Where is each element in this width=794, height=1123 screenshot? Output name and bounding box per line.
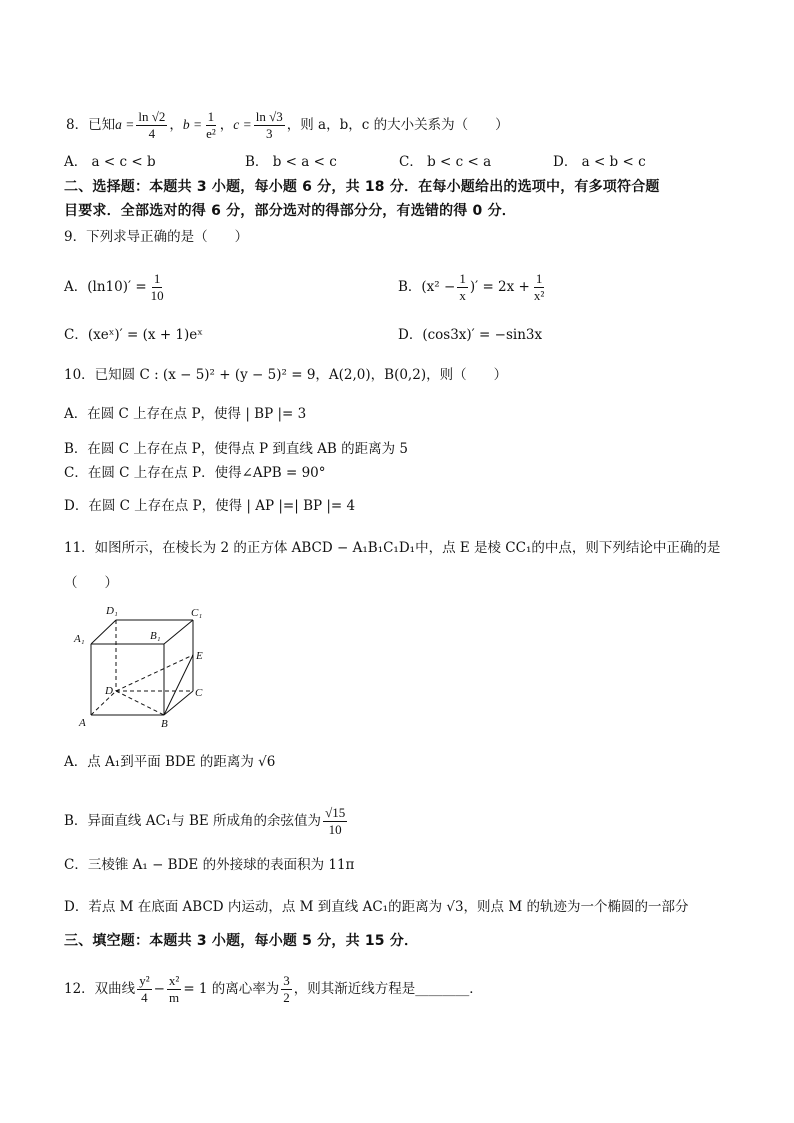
q12-frac-e: $\frac{3}{2}$ <box>283 973 290 1005</box>
q11-option-d: D．若点 M 在底面 ABCD 内运动，点 M 到直线 AC₁的距离为 √3，则点 M 的轨迹为一个椭圆的一部分 <box>64 899 689 915</box>
q9-option-d: D．(cos3x)′ = −sin3x <box>398 327 543 343</box>
q11-paren: （ ） <box>64 575 118 591</box>
q8-option-a: A． a < c < b <box>64 154 156 170</box>
q12-stem: 12．双曲线 $\frac{\text{y²}}{4}$ − $\frac{\text{x²}}{m}$ = 1 的离心率为 $\frac{3}{2}$ ，则其渐近线方程是________． <box>64 973 483 1005</box>
q9-option-b: B．(x² − $\frac{1}{x}$ )′ = 2x + $\frac{1}{\text{x²}}$ <box>398 271 545 303</box>
label-b1: B₁ <box>150 630 161 642</box>
q12-frac-x: $\frac{\text{x²}}{m}$ <box>168 973 180 1005</box>
q10-option-a: A．在圆 C 上存在点 P，使得 | BP |= 3 <box>64 406 307 422</box>
section3-heading: 三、填空题：本题共 3 小题，每小题 5 分，共 15 分． <box>64 933 419 949</box>
label-d1: D₁ <box>106 605 118 617</box>
q11-option-a: A．点 A₁到平面 BDE 的距离为 √6 <box>64 754 276 770</box>
segment-db-hidden <box>116 691 164 715</box>
label-d: D <box>105 685 113 697</box>
q11-option-c: C．三棱锥 A₁ − BDE 的外接球的表面积为 11π <box>64 857 355 873</box>
q9-option-c: C．(xeˣ)′ = (x + 1)eˣ <box>64 327 203 343</box>
q9-b-inner-fraction: $\frac{1}{x}$ <box>459 271 466 303</box>
q11-option-b: B．异面直线 AC₁与 BE 所成角的余弦值为 $\frac{√15}{10}$ <box>64 805 346 837</box>
q8-c-fraction: $\frac{\ln √3}{3}$ <box>255 109 283 141</box>
q8-option-c: C． b < c < a <box>399 154 492 170</box>
label-c1: C₁ <box>191 607 203 619</box>
q12-frac-y: $\frac{\text{y²}}{4}$ <box>139 973 150 1005</box>
label-a: A <box>79 717 86 729</box>
section2-heading-line1: 二、选择题：本题共 3 小题，每小题 6 分，共 18 分．在每小题给出的选项中，有多项符合题 <box>64 179 660 195</box>
q10-option-d: D．在圆 C 上存在点 P，使得 | AP |=| BP |= 4 <box>64 498 356 514</box>
q11-b-fraction: $\frac{√15}{10}$ <box>325 805 346 837</box>
cube-figure <box>70 600 220 730</box>
q9-b-fraction: $\frac{1}{\text{x²}}$ <box>533 271 545 303</box>
q9-a-fraction: $\frac{1}{10}$ <box>150 271 164 303</box>
q10-stem: 10．已知圆 C : (x − 5)² + (y − 5)² = 9，A(2,0)，B(0,2)，则（ ） <box>64 367 508 383</box>
edge-bc <box>164 691 193 715</box>
q9-stem: 9．下列求导正确的是（ ） <box>64 229 249 245</box>
label-b: B <box>161 718 168 730</box>
edge-b1c1 <box>164 620 193 644</box>
label-a1: A₁ <box>74 633 85 645</box>
q8-option-b: B． b < a < c <box>245 154 337 170</box>
q10-option-b: B．在圆 C 上存在点 P，使得点 P 到直线 AB 的距离为 5 <box>64 441 409 457</box>
q10-option-c: C．在圆 C 上存在点 P．使得∠APB = 90° <box>64 465 326 481</box>
q8-a-fraction: $\frac{\ln √2}{4}$ <box>138 109 166 141</box>
q9-option-a: A．(ln10)′ = $\frac{1}{10}$ <box>64 271 164 303</box>
label-c: C <box>195 687 203 699</box>
q11-stem: 11．如图所示，在棱长为 2 的正方体 ABCD − A₁B₁C₁D₁中，点 E 是棱 CC₁的中点，则下列结论中正确的是 <box>64 540 721 556</box>
q8-b-fraction: $\frac{1}{\text{e²}}$ <box>206 109 216 141</box>
edge-a1d1 <box>91 620 116 644</box>
q8-option-d: D． a < b < c <box>553 154 646 170</box>
q8-stem: 8．已知a = $\frac{\ln √2}{4}$ ，b = $\frac{1}{\text{e²}}$ ，c = $\frac{\ln √3}{3}$ ，则 a，b，c 的大小关系为（ ） <box>66 109 509 141</box>
segment-de-hidden <box>116 655 193 691</box>
section2-heading-line2: 目要求．全部选对的得 6 分，部分选对的得部分分，有选错的得 0 分． <box>64 203 516 219</box>
label-e: E <box>196 650 203 662</box>
segment-be <box>164 655 193 715</box>
